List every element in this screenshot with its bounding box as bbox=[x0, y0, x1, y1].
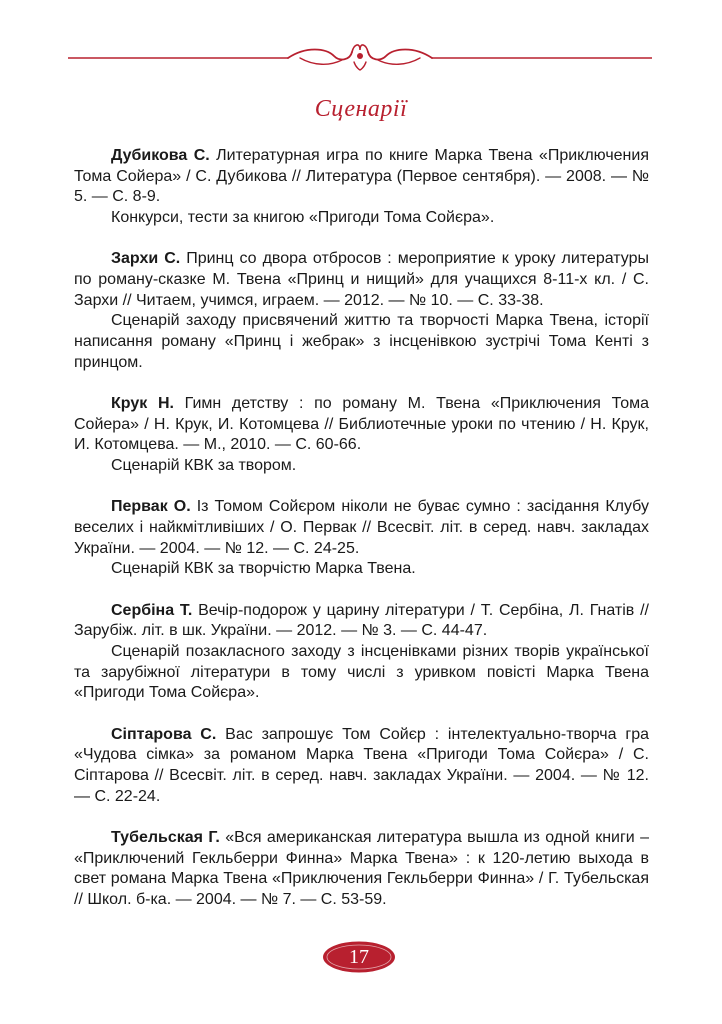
bibliography-entry bbox=[74, 828, 649, 911]
entry-citation bbox=[74, 828, 649, 911]
entry-annotation: Сценарій позакласного заходу з інсценівками різних творів української та зарубіжної літератури в тому числі з уривком повісті Марка Твена «Пригоди Тома Сойєра». bbox=[74, 643, 649, 702]
entry-annotation: Сценарій КВК за твором. bbox=[111, 457, 297, 475]
entry-citation bbox=[74, 601, 649, 642]
bibliography-entry bbox=[74, 497, 649, 580]
entry-citation bbox=[74, 394, 649, 456]
entry-citation bbox=[74, 146, 649, 208]
bibliography-entry bbox=[74, 146, 649, 229]
scroll-ornament-icon bbox=[68, 36, 652, 76]
bibliography-entry bbox=[74, 394, 649, 477]
entry-author: Первак О. bbox=[111, 498, 191, 516]
bibliography-entry bbox=[74, 725, 649, 808]
entry-citation bbox=[74, 497, 649, 559]
entry-citation bbox=[74, 725, 649, 808]
entry-author: Сіптарова С. bbox=[111, 725, 217, 743]
entry-citation-text: Вечір-подорож у царину літератури / Т. Сербіна, Л. Гнатів // Зарубіж. літ. в шк. України. — 2012. — № 3. — С. 44-47. bbox=[74, 601, 649, 640]
entry-author: Тубельская Г. bbox=[111, 828, 220, 846]
entry-author: Сербіна Т. bbox=[111, 601, 193, 619]
entry-author: Крук Н. bbox=[111, 395, 174, 413]
entry-annotation: Сценарій заходу присвячений життю та творчості Марка Твена, історії написання роману «Принц і жебрак» з інсценівкою зустрічі Тома Кенті з принцом. bbox=[74, 312, 649, 371]
bibliography-list bbox=[74, 146, 649, 931]
bibliography-entry bbox=[74, 601, 649, 705]
entry-annotation: Сценарій КВК за творчістю Марка Твена. bbox=[111, 560, 416, 578]
entry-annotation: Конкурси, тести за книгою «Пригоди Тома Сойєра». bbox=[111, 209, 495, 227]
entry-citation-text: Вас запрошує Том Сойєр : інтелектуально-творча гра «Чудова сімка» за романом Марка Твена «Пригоди Тома Сойєра» / С. Сіптарова // Всесвіт. літ. в серед. навч. закладах України. — 2004. — № 12. — С. 22-24. bbox=[74, 725, 649, 805]
entry-citation-text: Литературная игра по книге Марка Твена «Приключения Тома Сойера» / С. Дубикова // Литература (Первое сентября). — 2008. — № 5. — С. 8-9. bbox=[74, 147, 649, 206]
bibliography-entry bbox=[74, 249, 649, 373]
entry-citation-text: Із Томом Сойєром ніколи не буває сумно : засідання Клубу веселих і найкмітливіших / О. Первак // Всесвіт. літ. в серед. навч. закладах України. — 2004. — № 12. — С. 24-25. bbox=[74, 498, 649, 557]
entry-citation-text: «Вся американская литература вышла из одной книги – «Приключений Гекльберри Финна» Марка Твена» : к 120-летию выхода в свет романа Марка Твена «Приключения Гекльберри Финна» / Г. Тубельская // Школ. б-ка. — 2004. — № 7. — С. 53-59. bbox=[74, 828, 650, 909]
entry-citation-text: Принц со двора отбросов : мероприятие к уроку литературы по роману-сказке М. Твена «Принц и нищий» для учащихся 8-11-х кл. / С. Зархи // Читаем, учимся, играем. — 2012. — № 10. — С. 33-38. bbox=[74, 250, 649, 309]
entry-author: Дубикова С. bbox=[111, 147, 210, 164]
page-number: 17 bbox=[349, 946, 369, 968]
entry-citation bbox=[74, 249, 649, 311]
entry-citation-text: Гимн детству : по роману М. Твена «Приключения Тома Сойера» / Н. Крук, И. Котомцева // Библиотечные уроки по чтению / Н. Крук, И. Котомцева. — М., 2010. — С. 60-66. bbox=[74, 395, 649, 454]
entry-author: Зархи С. bbox=[111, 250, 181, 268]
section-title: Сценарії bbox=[314, 96, 408, 122]
